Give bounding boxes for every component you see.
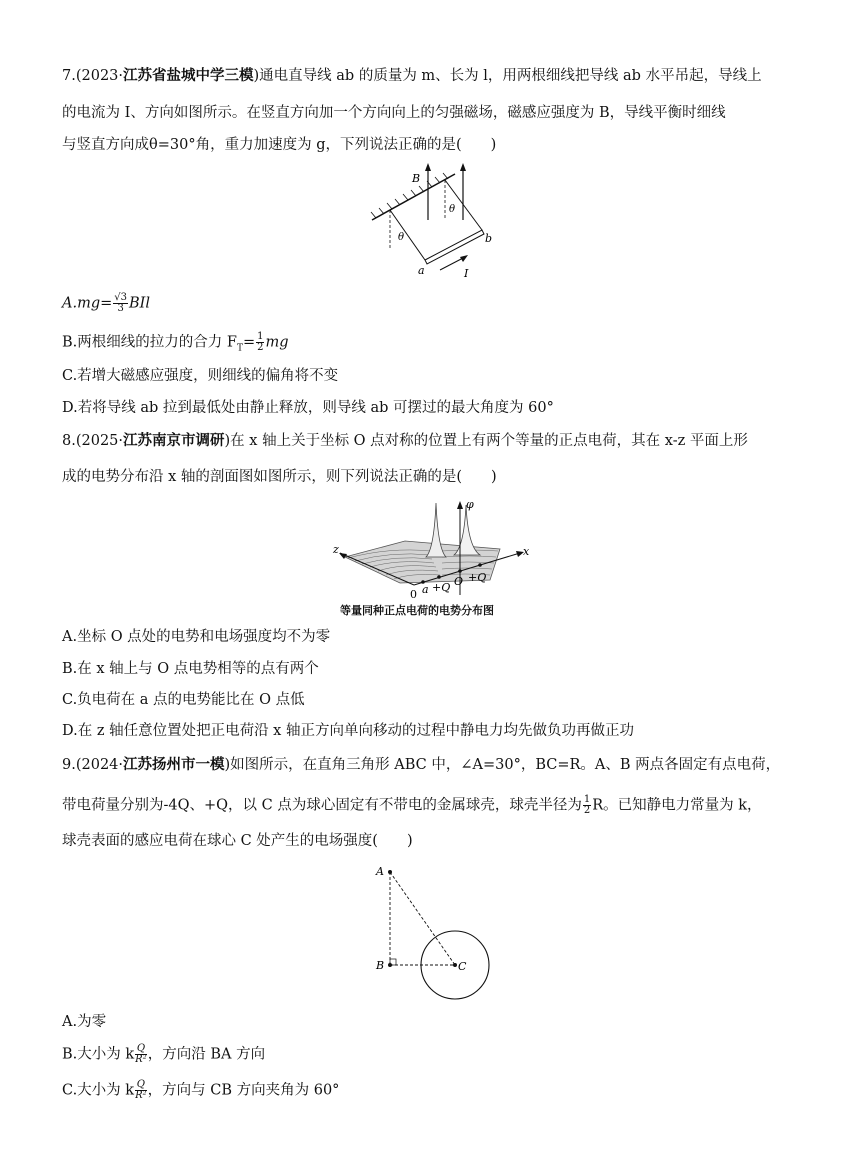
q7-source: 江苏省盐城中学三模 (123, 68, 254, 84)
q7-option-b: B.两根细线的拉力的合力 $F_T=$ $\frac{1}{2}$ mg (62, 331, 289, 354)
q8-label-phi: φ (466, 498, 474, 511)
q8-line1 (62, 431, 748, 451)
q9-label-B: B (376, 959, 385, 972)
q9-line2: 带电荷量分别为-4Q、+Q，以 C 点为球心固定有不带电的金属球壳，球壳半径为 $\frac{1}{2}$ R。已知静电力常量为 k， (62, 794, 762, 816)
q8-label-O: O (454, 575, 464, 588)
q8-option-a: A.坐标 O 点处的电势和电场强度均不为零 (62, 629, 331, 645)
q7-conductor-ab (425, 230, 484, 264)
q9-line1 (62, 755, 780, 775)
q9-option-c: C.大小为 k $\frac{Q}{\text{R²}}$ ，方向与 CB 方向夹角为 60° (62, 1079, 340, 1101)
q7-thread-1 (390, 210, 425, 260)
q9-line3: 球壳表面的感应电荷在球心 C 处产生的电场强度( ) (62, 833, 413, 849)
q7-figure (360, 160, 510, 280)
q7-text-1: )通电直导线 ab 的质量为 m、长为 l，用两根细线把导线 ab 水平吊起，导线上 (253, 68, 762, 84)
q9-number: 9.(2024· (62, 757, 124, 773)
q8-number: 8.(2025· (62, 433, 124, 449)
q8-label-a: a (422, 583, 429, 596)
q9-label-C: C (458, 960, 467, 973)
q9-side-AC (390, 872, 455, 965)
q7-line2: 的电流为 I、方向如图所示。在竖直方向加一个方向向上的匀强磁场，磁感应强度为 B，导线平衡时细线 (62, 105, 726, 121)
q7-option-d: D.若将导线 ab 拉到最低处由静止释放，则导线 ab 可摆过的最大角度为 60° (62, 400, 554, 416)
q8-text-1: )在 x 轴上关于坐标 O 点对称的位置上有两个等量的正点电荷，其在 x-z 平面上形 (224, 433, 748, 449)
q7-label-I: I (464, 267, 469, 280)
q9-option-a: A.为零 (62, 1014, 107, 1030)
q7-option-a: A.mg= $\frac{√3}{3}$ BIl (62, 292, 151, 314)
q7-label-theta-lower: θ (398, 232, 405, 243)
q8-label-plusQ-1: +Q (432, 581, 451, 594)
q8-option-d: D.在 z 轴任意位置处把正电荷沿 x 轴正方向单向移动的过程中静电力均先做负功再做正功 (62, 723, 634, 739)
q8-source: 江苏南京市调研 (123, 433, 225, 449)
q9-source: 江苏扬州市一模 (123, 757, 225, 773)
q7-label-b: b (485, 232, 493, 245)
q7-line3: 与竖直方向成θ=30°角，重力加速度为 g，下列说法正确的是( ) (62, 137, 497, 153)
q7-number: 7.(2023· (62, 68, 124, 84)
q8-label-z: z (333, 543, 339, 556)
q7-option-c: C.若增大磁感应强度，则细线的偏角将不变 (62, 368, 339, 384)
q8-figure (330, 495, 540, 600)
q9-label-A: A (376, 865, 384, 878)
q8-label-zero: 0 (410, 588, 417, 600)
q9-option-b: B.大小为 k $\frac{Q}{\text{R²}}$ ，方向沿 BA 方向 (62, 1043, 266, 1065)
q7-label-a: a (418, 264, 425, 277)
q9-figure (370, 860, 500, 1000)
q9-text-1: )如图所示，在直角三角形 ABC 中，∠A=30°，BC=R。A、B 两点各固定有点电荷， (224, 757, 781, 773)
q8-label-plusQ-2: +Q (468, 571, 487, 584)
q7-label-B: B (412, 172, 421, 185)
q8-option-b: B.在 x 轴上与 O 点电势相等的点有两个 (62, 661, 319, 677)
q8-line2: 成的电势分布沿 x 轴的剖面图如图所示，则下列说法正确的是( ) (62, 469, 497, 485)
q7-label-theta-upper: θ (449, 204, 456, 215)
q8-figure-caption: 等量同种正点电荷的电势分布图 (340, 604, 494, 617)
q8-option-c: C.负电荷在 a 点的电势能比在 O 点低 (62, 692, 305, 708)
q7-line1 (62, 66, 762, 86)
q8-label-x: x (523, 545, 530, 558)
